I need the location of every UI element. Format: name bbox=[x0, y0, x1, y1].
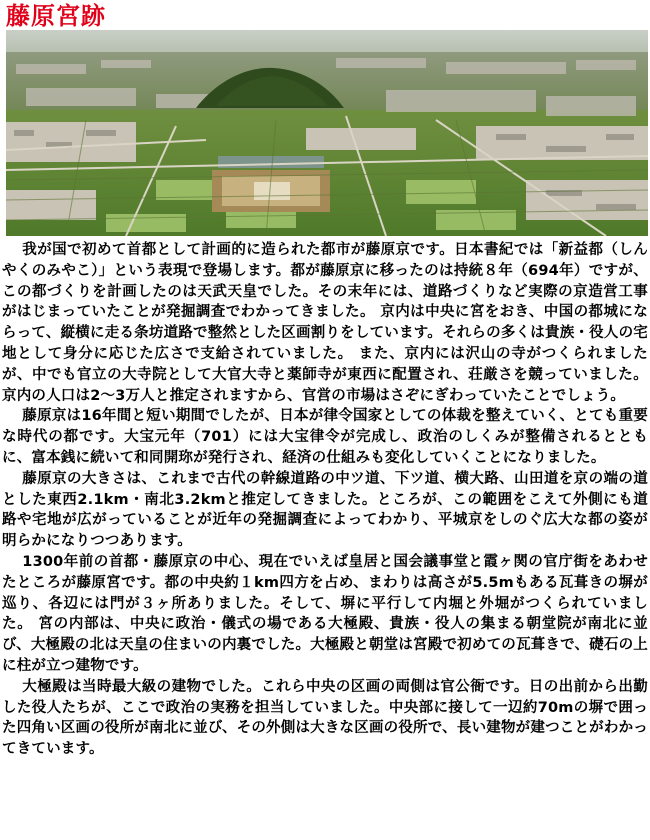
aerial-photo bbox=[6, 30, 648, 236]
paragraph: 1300年前の首都・藤原京の中心、現在でいえば皇居と国会議事堂と霞ヶ関の官庁街をあわせたところが藤原宮です。都の中央約１km四方を占め、まわりは高さが5.5mもある瓦葺きの塀が巡り、各辺には門が３ヶ所ありました。そして、塀に平行して内堀と外堀がつくられていました。 宮の内部は、中央に政治・儀式の場である大極殿、貴族・役人の集まる朝堂院が南北に並び、大極殿の北は天皇の住まいの内裏でした。大極殿と朝堂は宮殿で初めての瓦葺きで、礎石の上に柱が立つ建物です。 bbox=[2, 553, 648, 674]
paragraph: 我が国で初めて首都として計画的に造られた都市が藤原京です。日本書紀では「新益都（しんやくのみやこ）」という表現で登場します。都が藤原京に移ったのは持統８年（694年）ですが、この都づくりを計画したのは天武天皇でした。その末年には、道路づくりなど実際の京造営工事がはじまっていたことが発掘調査でわかってきました。 京内は中央に宮をおき、中国の都城にならって、縦横に走る条坊道路で整然とした区画割りをしています。それらの多くは貴族・役人の宅地として身分に応じた広さで支給されていました。 また、京内には沢山の寺がつくられましたが、中でも官立の大寺院として大官大寺と薬師寺が東西に配置され、荘厳さを競っていました。京内の人口は2～3万人と推定されますから、官営の市場はさぞにぎわっていたことでしょう。 bbox=[2, 242, 648, 404]
aerial-photo-illustration bbox=[6, 30, 648, 236]
page-title: 藤原宮跡 bbox=[6, 1, 106, 30]
paragraph: 藤原京の大きさは、これまで古代の幹線道路の中ツ道、下ツ道、横大路、山田道を京の端の道とした東西2.1km・南北3.2kmと推定してきました。ところが、この範囲をこえて外側にも道路や宅地が広がっていることが近年の発掘調査によってわかり、平城京をしのぐ広大な都の姿が明らかになりつつあります。 bbox=[2, 470, 648, 550]
article-body bbox=[2, 240, 648, 838]
paragraph: 藤原京は16年間と短い期間でしたが、日本が律令国家としての体裁を整えていく、とても重要な時代の都です。大宝元年（701）には大宝律令が完成し、政治のしくみが整備されるとともに、富本銭に続いて和同開珎が発行され、経済の仕組みも変化していくことになりました。 bbox=[2, 408, 648, 466]
paragraph: 大極殿は当時最大級の建物でした。これら中央の区画の両側は官公衙です。日の出前から出勤した役人たちが、ここで政治の実務を担当していました。中央部に接して一辺約70mの塀で囲った四角い区画の役所が南北に並び、その外側は大きな区画の役所で、長い建物が建つことがわかってきています。 bbox=[2, 678, 648, 758]
